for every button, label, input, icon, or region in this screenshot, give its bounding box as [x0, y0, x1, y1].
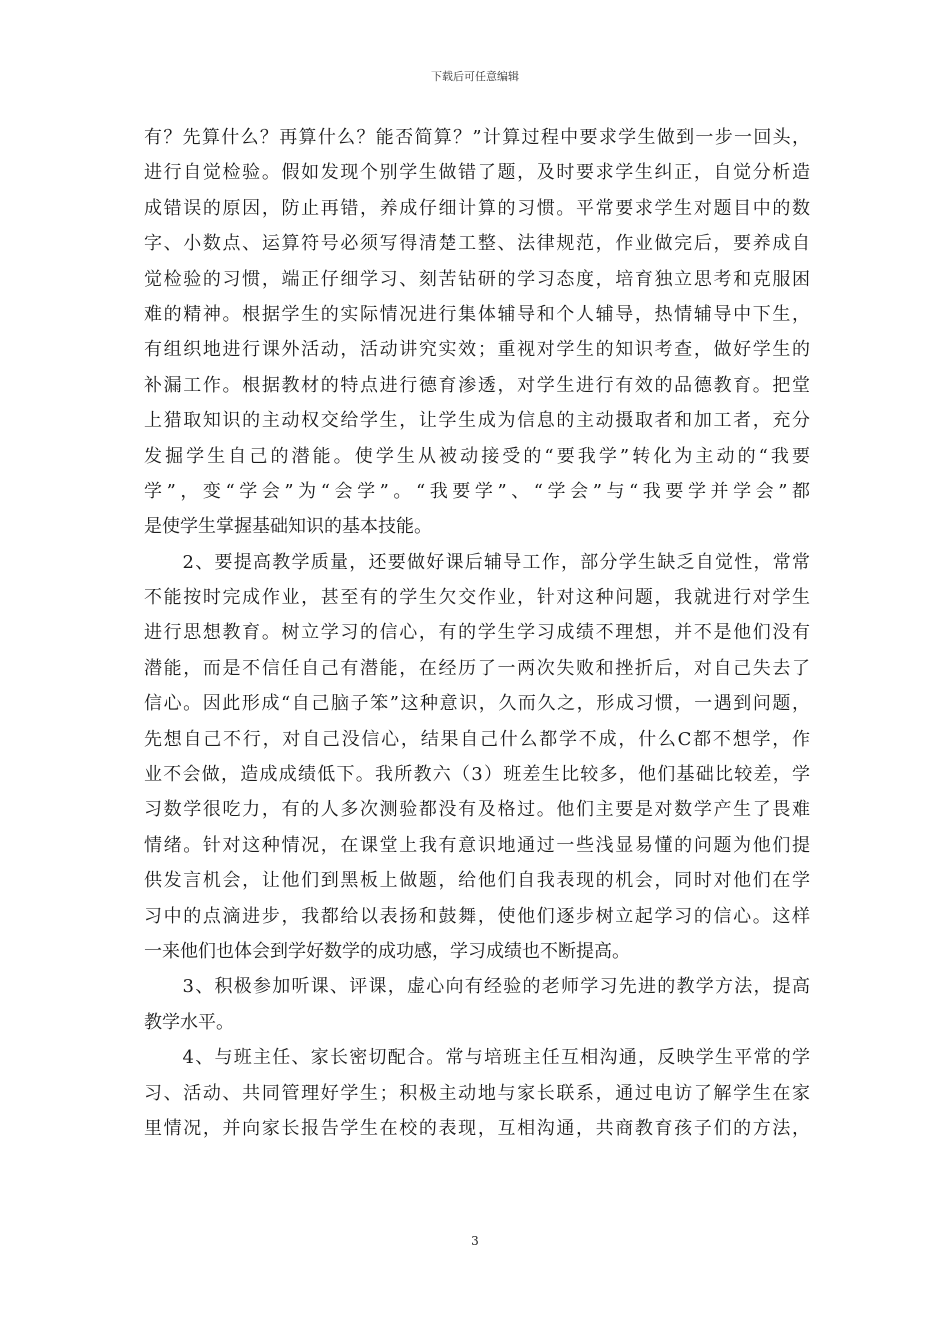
text-line: 发掘学生自己的潜能。使学生从被动接受的“要我学”转化为主动的“我要	[144, 445, 810, 467]
text-line: 有？先算什么？再算什么？能否简算？”计算过程中要求学生做到一步一回头，	[144, 127, 810, 148]
text-line: 不能按时完成作业，甚至有的学生欠交作业，针对这种问题，我就进行对学生	[144, 587, 810, 609]
text-line: 2、要提高教学质量，还要做好课后辅导工作，部分学生缺乏自觉性，常常	[144, 551, 810, 573]
text-line: 供发言机会，让他们到黑板上做题，给他们自我表现的机会，同时对他们在学	[144, 870, 810, 892]
text-line: 一来他们也体会到学好数学的成功感，学习成绩也不断提高。	[144, 940, 630, 962]
page-header: 下载后可任意编辑	[431, 70, 519, 83]
text-line: 成错误的原因，防止再错，养成仔细计算的习惯。平常要求学生对题目中的数	[144, 197, 810, 219]
text-line: 觉检验的习惯，端正仔细学习、刻苦钻研的学习态度，培育独立思考和克服困	[144, 268, 810, 290]
text-line: 进行思想教育。树立学习的信心，有的学生学习成绩不理想，并不是他们没有	[144, 622, 810, 644]
text-line: 习数学很吃力，有的人多次测验都没有及格过。他们主要是对数学产生了畏难	[144, 799, 810, 821]
text-line: 教学水平。	[144, 1011, 234, 1033]
text-line: 上猎取知识的主动权交给学生，让学生成为信息的主动摄取者和加工者，充分	[144, 410, 810, 432]
text-line: 学”，变“学会”为“会学”。“我要学”、“学会”与“我要学并学会”都	[144, 480, 810, 502]
text-line: 情绪。针对这种情况，在课堂上我有意识地通过一些浅显易懂的问题为他们提	[144, 834, 810, 856]
paragraph	[144, 1040, 810, 1146]
text-line: 是使学生掌握基础知识的基本技能。	[144, 516, 432, 538]
text-line: 里情况，并向家长报告学生在校的表现，互相沟通，共商教育孩子们的方法，	[144, 1117, 810, 1139]
text-line: 字、小数点、运算符号必须写得清楚工整、法律规范，作业做完后，要养成自	[144, 233, 810, 255]
text-line: 信心。因此形成“自己脑子笨”这种意识，久而久之，形成习惯，一遇到问题，	[144, 693, 810, 715]
text-line: 进行自觉检验。假如发现个别学生做错了题，及时要求学生纠正，自觉分析造	[144, 162, 810, 184]
page-number: 3	[471, 1234, 479, 1248]
text-line: 补漏工作。根据教材的特点进行德育渗透，对学生进行有效的品德教育。把堂	[144, 374, 810, 396]
text-line: 难的精神。根据学生的实际情况进行集体辅导和个人辅导，热情辅导中下生，	[144, 303, 810, 325]
paragraph	[144, 545, 810, 970]
document-body	[144, 120, 810, 1146]
text-line: 潜能，而是不信任自己有潜能，在经历了一两次失败和挫折后，对自己失去了	[144, 657, 810, 679]
text-line: 有组织地进行课外活动，活动讲究实效；重视对学生的知识考查，做好学生的	[144, 339, 810, 361]
text-line: 习中的点滴进步，我都给以表扬和鼓舞，使他们逐步树立起学习的信心。这样	[144, 905, 810, 927]
paragraph	[144, 969, 810, 1040]
text-line: 习、活动、共同管理好学生；积极主动地与家长联系，通过电访了解学生在家	[144, 1082, 810, 1104]
text-line: 先想自己不行，对自己没信心，结果自己什么都学不成，什么C都不想学，作	[144, 728, 810, 750]
text-line: 4、与班主任、家长密切配合。常与培班主任互相沟通，反映学生平常的学	[144, 1047, 810, 1069]
paragraph	[144, 120, 810, 545]
text-line: 业不会做，造成成绩低下。我所教六（3）班差生比较多，他们基础比较差，学	[144, 764, 810, 786]
text-line: 3、积极参加听课、评课，虚心向有经验的老师学习先进的教学方法，提高	[144, 976, 810, 998]
